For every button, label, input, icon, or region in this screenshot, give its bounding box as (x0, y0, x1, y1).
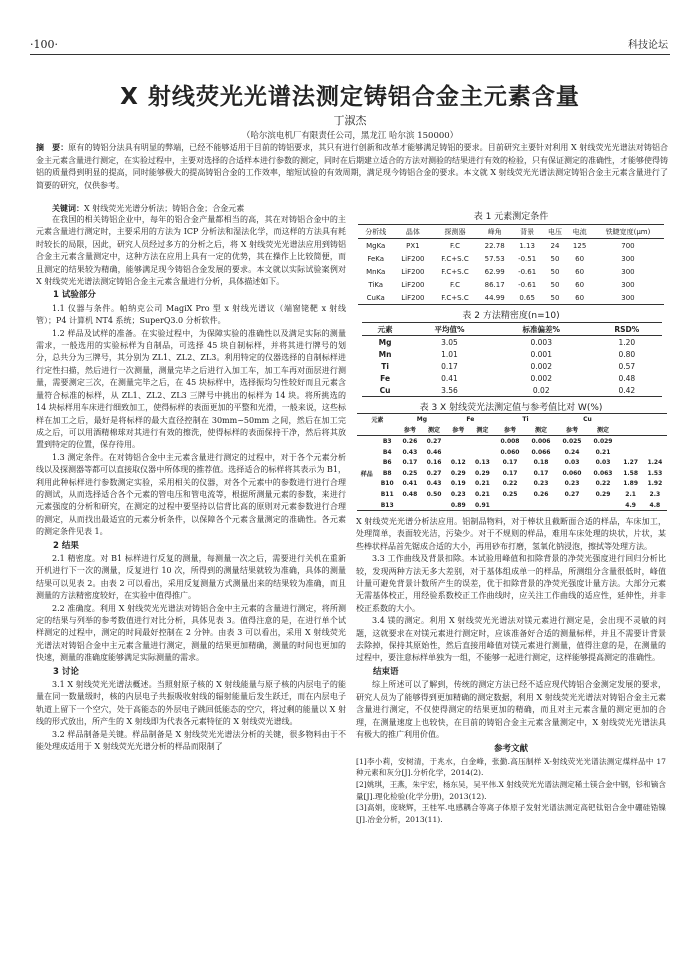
table-cell: 1.20 (618, 337, 636, 347)
keywords (52, 203, 244, 214)
table-header-row (362, 323, 662, 336)
table-cell: 0.002 (530, 361, 552, 371)
table-cell: 0.060 (562, 469, 582, 477)
table-cell: 0.03 (595, 459, 611, 467)
table-cell: 1.89 (623, 480, 638, 488)
table-cell: F.C (449, 241, 460, 250)
abstract-label: 摘 要： (36, 143, 69, 152)
table-cell: LiF200 (401, 267, 425, 276)
column-subheader: 参考 (565, 427, 578, 435)
table-cell: 0.91 (475, 501, 490, 509)
table-cell: 0.48 (618, 373, 636, 383)
table2-caption: 表 2 方法精密度(n=10) (462, 311, 560, 321)
table-cell (588, 500, 619, 511)
column-header: 电流 (572, 227, 587, 236)
column-subheader: 参考 (403, 427, 416, 435)
keywords-label: 关键词： (52, 204, 84, 213)
table-cell: 0.29 (595, 490, 611, 498)
column-header: 晶体 (405, 227, 420, 236)
table-cell: 0.43 (426, 480, 442, 488)
table-cell: Mn (378, 349, 392, 359)
table-cell: 0.27 (426, 437, 442, 445)
column-header: 峰角 (487, 227, 502, 236)
column-subheader (377, 425, 398, 436)
table-cell: LiF200 (401, 280, 425, 289)
table-cell: 60 (575, 267, 585, 276)
table-cell: 0.002 (530, 373, 552, 383)
table-cell: 1.24 (647, 459, 663, 467)
table-cell: 0.26 (533, 490, 549, 498)
table-cell: 0.50 (426, 490, 442, 498)
table-cell: 1.58 (623, 469, 638, 477)
table-cell (643, 436, 667, 447)
table-cell (446, 447, 470, 458)
table-cell: 1.53 (647, 469, 663, 477)
column-subheader (357, 425, 377, 436)
table-cell: 0.17 (502, 469, 518, 477)
table-header-row (358, 225, 664, 239)
table3 (357, 413, 667, 511)
table-cell: 0.27 (426, 469, 442, 477)
table-cell: 44.99 (484, 293, 505, 302)
table-cell: 0.42 (618, 385, 636, 395)
table-cell: 0.46 (426, 448, 442, 456)
table-cell: 0.17 (533, 469, 549, 477)
table-cell: 3.56 (441, 385, 458, 395)
table-cell: 0.65 (519, 293, 535, 302)
table-cell: 0.03 (564, 459, 580, 467)
table-cell: 0.008 (500, 437, 520, 445)
table-cell: 1.27 (623, 459, 638, 467)
table-cell: 1.13 (519, 241, 535, 250)
table-cell: B3 (382, 437, 392, 445)
conclusion-paragraph: 综上所述可以了解到，传统的测定方法已经不适应现代铸铝合金测定发展的要求，研究人员为了能够得到更加精确的测定数据，利用 X 射线荧光光谱法对铸铝合金主元素含量进行测定，不仅使得测定的结果更加的精确，而且对主元素含量的测定更加的合理，在测量速度上也较快，在目前的铸铝合金主元素含量测定中，X 射线荧光光谱法具有极大的推广利用价值。 (356, 680, 666, 739)
column-header: Fe (466, 415, 475, 423)
table-cell: CuKa (366, 293, 385, 302)
table-cell: -0.51 (518, 254, 537, 263)
table-cell: 0.23 (564, 480, 580, 488)
table-cell: 0.25 (502, 490, 518, 498)
table-cell: TiKa (368, 280, 384, 289)
column-header: 电压 (547, 227, 562, 236)
table-cell: 0.066 (531, 448, 551, 456)
references (356, 743, 666, 825)
table-cell (398, 500, 422, 511)
table-cell (495, 500, 526, 511)
column-subheader: 参考 (503, 427, 516, 435)
abstract (36, 142, 668, 192)
table-cell (446, 436, 470, 447)
table-cell: 0.41 (402, 480, 418, 488)
page-number: ·100· (30, 38, 58, 51)
table-cell: 0.063 (593, 469, 613, 477)
running-header (30, 36, 670, 55)
table-row (357, 457, 667, 468)
table-cell: 0.17 (441, 361, 458, 371)
table-cell: LiF200 (401, 254, 425, 263)
table-cell: 0.26 (402, 437, 418, 445)
table-row (357, 489, 667, 500)
column-subheader: 测定 (428, 427, 441, 435)
table-cell: 0.23 (450, 490, 466, 498)
table-row (358, 265, 664, 278)
section-heading: 2 结果 (53, 540, 79, 551)
table-cell (619, 447, 643, 458)
table-cell: B11 (380, 490, 394, 498)
table-cell (619, 436, 643, 447)
table-cell: 0.41 (441, 373, 458, 383)
table-cell: B4 (382, 448, 392, 456)
journal-name: 科技论坛 (628, 40, 668, 51)
table-cell: 0.22 (502, 480, 518, 488)
table-cell: 125 (572, 241, 587, 250)
table-cell: F.C (449, 280, 460, 289)
table-cell (643, 447, 667, 458)
table-cell: 0.21 (595, 448, 611, 456)
table-cell: 1.01 (441, 349, 458, 359)
table-cell: 0.23 (533, 480, 549, 488)
references-title: 参考文献 (493, 744, 528, 755)
table-row (362, 336, 662, 349)
table-cell: 4.9 (625, 501, 636, 509)
paper-title: X 射线荧光光谱法测定铸铝合金主元素含量 (120, 84, 580, 110)
column-header: 元素 (371, 416, 384, 424)
table-cell: -0.61 (518, 280, 537, 289)
column-header: 背景 (520, 227, 535, 236)
table-cell: 0.21 (475, 490, 490, 498)
table-cell (526, 500, 557, 511)
table-cell: Cu (379, 385, 391, 395)
table-cell: Ti (381, 361, 389, 371)
table-cell: B10 (380, 480, 394, 488)
table-row (362, 360, 662, 372)
table-cell: 0.21 (475, 480, 490, 488)
column-subheader: 测定 (596, 427, 609, 435)
column-subheader: 测定 (476, 427, 489, 435)
table-row (357, 468, 667, 479)
column-header: Cu (583, 415, 592, 423)
table-row (358, 239, 664, 253)
table-cell: 0.27 (564, 490, 580, 498)
table-cell: 0.025 (562, 437, 582, 445)
table-cell: PX1 (406, 241, 420, 250)
table-cell: 2.3 (649, 490, 661, 498)
table-cell: 0.006 (531, 437, 551, 445)
table-cell: 0.22 (595, 480, 611, 488)
column-header: 平均值% (434, 324, 465, 334)
table-cell: B13 (380, 501, 394, 509)
intro-paragraph: 在我国的相关铸铝企业中，每年的铝合金产量都相当的高，其在对铸铝合金中的主元素含量进行测定时，主要采用的方法为 ICP 分析法和湿法化学，而这样的方法具有耗时较长的局限，因此，研究人员经过多方的分析之后，将 X 射线荧光光谱法应用到铸铝合金主元素含量测定中，这种方法在应用上具有一定的优势，其在操作上比较简便，而且测定的结果较为精确，能够满足现今铸铝合金发展的要求。本文就以实际试验案例对 X 射线荧光光谱法测定铸铝合金主元素含量进行分析，具体描述如下。 (36, 215, 346, 287)
table-row (357, 500, 667, 511)
right-column (356, 516, 666, 825)
table-cell: 0.02 (532, 385, 550, 395)
table-row (358, 291, 664, 305)
table-cell: 0.80 (618, 349, 636, 359)
table-cell (470, 436, 494, 447)
table-cell: Fe (380, 373, 391, 383)
column-header: RSD% (614, 324, 640, 334)
table-cell: F.C+S.C (441, 267, 469, 276)
paragraph: 2.1 精密度。对 B1 标样进行反复的测量，每测量一次之后，需要进行关机在重新开机进行下一次的测量，反复进行 10 次，所得到的测量结果就较为准确，具体的测量结果可以见表 2。由表 2 可以看出，采用反复测量方式测量出来的结果较为准确，而且测量的方法精密度较好，在实验中值得推广。 (36, 553, 346, 601)
table-cell: 0.060 (500, 448, 520, 456)
table-cell: 300 (621, 293, 635, 302)
table-cell: B6 (382, 459, 392, 467)
paragraph: 3.1 X 射线荧光光谱法概述。当照射原子核的 X 射线能量与原子核的内层电子的能量在同一数量级时，核的内层电子共振吸收射线的辐射能量后发生跃迁，而在内层电子轨道上留下一个空穴，处于高能态的外层电子跳回低能态的空穴，将过剩的能量以 X 射线的形式放出，所产生的 X 射线即为代表各元素特征的 X 射线荧光谱线。 (36, 680, 346, 727)
table-cell (557, 500, 588, 511)
table-cell: 0.43 (402, 448, 418, 456)
table-cell: 60 (575, 254, 585, 263)
table2 (362, 322, 662, 397)
table-cell: 0.029 (593, 437, 613, 445)
table-cell: 0.48 (402, 490, 418, 498)
table-cell: 0.18 (533, 459, 549, 467)
table-cell: 0.12 (450, 459, 466, 467)
section-heading: 1 试验部分 (53, 290, 96, 301)
table-cell: -0.61 (518, 267, 537, 276)
left-column (36, 214, 346, 753)
table-cell (470, 447, 494, 458)
table-cell: 0.29 (475, 469, 490, 477)
table-row (357, 447, 667, 458)
paragraph: 3.3 工作曲线及背景扣除。本试验用峰值和扣除背景的净荧光强度进行回归分析比较，发现两种方法无多大差别，对于基体组成单一的样品，所测组分含量很低时，峰值计量可避免背景计数所产生的误差，优于扣除背景的净荧光强度计量方法。大部分元素无需基体校正，用经验系数校正工作曲线时，应关注工作曲线的适应性，延伸性，并非校正系数的大小。 (356, 554, 666, 613)
table-cell: 3.05 (441, 337, 458, 347)
paragraph: X 射线荧光光谱分析法应用。铝制品物料，对于棒状且截断面合适的样品，车床加工，处理简单，表面较光洁，污染少。对于不规则的样品，难用车床处理的块状，片状，某些棒状样品首先锯成合适的大小，再用砂布打磨，氢氧化钠浸泡，擦拭等处理方法。 (356, 517, 666, 551)
table-row (358, 278, 664, 291)
paragraph: 3.2 样品制备是关键。样品制备是 X 射线荧光光谱法分析的关键，很多物料由于不能处理成适用于 X 射线荧光光谱分析的样品而限制了 (36, 729, 346, 752)
table-cell: 62.99 (484, 267, 505, 276)
table-cell: 700 (621, 241, 635, 250)
table1-caption: 表 1 元素测定条件 (473, 212, 549, 222)
table-cell: F.C+S.C (441, 254, 469, 263)
paragraph: 3.4 镁的测定。利用 X 射线荧光光谱法对镁元素进行测定是，会出现不灵敏的问题，这就要求在对镁元素进行测定时，应该准备好合适的测量标样，并且不需要计背景去除掉，保持其原始性，然后直接用峰值对镁元素进行测量，值得注意的是，在测量的过程中，要注意标样单独为一组，不能够一起进行测定，这样能够提高测定的准确性。 (356, 616, 666, 663)
paragraph: 1.2 样品及试样的准备。在实验过程中，为保障实验的准确性以及满足实际的测量需求，一般选用的实验标样为自制品，可选择 45 块自制标样，并将其进行牌号的划分，总共分为三牌号，其分别为 ZL1、ZL2、ZL3。利用特定的仪器选择的自制标样进行定性扫描，然后进行一次测量，测量完毕之后进行入加工车，加工车再对面层进行测量，需要测定三次，在测量完毕之后，在 45 块标样中，选择振均匀性较好而且元素含量符合标准的标样，从 ZL1、ZL2、ZL3 三牌号中挑出的标样为 14 块。将所挑选的 14 块标样用车床进行细致加工，使得标样的表面更加的平整和光滑，一般来说，这些标样在加工之后，最好是将标样的最大直径控制在 30mm~50mm 之间，然后在加工完成之后，可以用酒精棉球对其进行有效的擦洗，使得标样的表面保持干净，然后将其放置到特定的位置，保存待用。 (36, 328, 346, 450)
table-cell: 50 (550, 293, 560, 302)
table-cell: 0.89 (450, 501, 466, 509)
table-cell: 50 (550, 280, 560, 289)
paragraph: 2.2 准确度。利用 X 射线荧光光谱法对铸铝合金中主元素的含量进行测定，将所测定的结果与列举的参考数值进行对比分析，具体见表 3。值得注意的是，在进行单个试样测定的过程中，测定的时间最好控制在 2 分钟。由表 3 可以看出，采用 X 射线荧光光谱法对铸铝合金中主元素含量进行测定，测量的结果更加精确，测量的时间也更加的快速，测量的准确度能够满足实际测量的需求。 (36, 603, 346, 663)
table-cell: 50 (550, 267, 560, 276)
keywords-text: X 射线荧光光谱分析法；铸铝合金；合金元素 (84, 204, 245, 213)
table-cell: 0.17 (402, 459, 418, 467)
table-cell: Mg (378, 337, 392, 347)
table-cell: 0.16 (426, 459, 442, 467)
abstract-text: 原有的铸铝分法具有明显的弊端，已经不能够适用于目前的铸铝要求，其只有进行创新和改革才能够满足铸铝的要求。目前研究主要针对利用 X 射线荧光光谱法对铸铝合金主元素含量进行测定，在实验过程中，主要对选择的合适样本进行参数的测定，同时在后期建立适合的方法对测验的结果进行有效的检验，只有保证测定的准确性，才能够使得铸铝的质量得到明显的提高，同时能够极大的提高铸铝合金的工作效率，缩短试验的有效周期，满足现今铸铝合金的要求。本文就 X 射线荧光光谱法测定铸铝合金主元素含量进行了简要的研究，仅供参考。 (36, 143, 669, 190)
affiliation: （哈尔滨电机厂有限责任公司，黑龙江 哈尔滨 150000） (241, 131, 459, 141)
table-row (362, 372, 662, 384)
column-header: 元素 (377, 324, 393, 334)
table-cell: FeKa (367, 254, 385, 263)
table-row (357, 436, 667, 447)
reference-item: [2]姚琪，王燕，朱宇宏，杨东吴，吴平伟.X 射线荧光光谱法测定稀土镁合金中钢，钐和镝含量[J].理化检验(化学分册)，2013(12). (356, 779, 666, 801)
table-cell: 22.78 (484, 241, 505, 250)
table-cell: 24 (550, 241, 560, 250)
table-cell: 0.001 (530, 349, 552, 359)
table-cell: MgKa (366, 241, 386, 250)
table-cell: MnKa (366, 267, 386, 276)
table-cell: 0.13 (475, 459, 490, 467)
table-cell: 300 (621, 280, 635, 289)
table-cell: 0.57 (618, 361, 636, 371)
column-header: 铁睫宽度(μm) (605, 227, 651, 236)
table-cell: 0.19 (450, 480, 466, 488)
table-row (357, 479, 667, 490)
section-heading: 3 讨论 (53, 666, 79, 677)
reference-item: [1]李小莉，安树清，于兆水，白金峰，张勤.高压制样 X-射线荧光光谱法测定煤样品中 17 种元素和灰分[J].分析化学，2014(2). (356, 756, 666, 778)
table-row (358, 252, 664, 265)
table-cell: 0.29 (450, 469, 466, 477)
paragraph: 1.3 测定条件。在对铸铝合金中主元素含量进行测定的过程中，对于各个元素分析线以及探测器等都可以直接取仪器中所体现的推荐值。选择适合的标样将其表示为 B1，利用此种标样进行参数测定实验，采用相关的仪器，对各个元素中的参数进行进行合理的测试，从而选择适合各个元素的管电压和管电流等，根据所测量元素的参数，来进行元素强度的分析和研究，在测定的过程中要坚持以信背比高的原则对元素参数进行合理的测定，从而找出最适宜的元素分析条件，以保障各个元素含量测定的准确性。各元素的测定条件见表 1。 (36, 452, 346, 537)
table1 (358, 224, 664, 305)
reference-item: [3]高娟，庞晓辉，王桂军.电感耦合等离子体原子发射光谱法测定高钯钛铝合金中硼硅锆镍[J].冶金分析，2013(11). (356, 803, 666, 824)
table-cell: 0.25 (402, 469, 418, 477)
table-cell: 50 (550, 254, 560, 263)
table-cell: F.C+S.C (441, 293, 469, 302)
table-group-header-row (357, 414, 667, 425)
table-cell: 4.8 (649, 501, 661, 509)
table-row (362, 348, 662, 360)
table-cell: 300 (621, 267, 635, 276)
author: 丁淑杰 (333, 114, 367, 127)
table-cell: 2.1 (625, 490, 636, 498)
table-cell: 0.24 (564, 448, 580, 456)
table-cell: 60 (575, 280, 585, 289)
column-subheader: 参考 (452, 427, 465, 435)
table-cell: 1.92 (647, 480, 663, 488)
table-cell: 300 (621, 254, 635, 263)
column-header: 分析线 (365, 227, 387, 236)
table-row (362, 384, 662, 397)
table3-caption: 表 3 X 射线荧光法测定值与参考值比对 W(%) (419, 403, 603, 413)
table-cell: B8 (382, 469, 392, 477)
table-cell: LiF200 (401, 293, 425, 302)
column-header: Mg (416, 415, 428, 423)
table-cell: 0.17 (502, 459, 518, 467)
paragraph: 1.1 仪器与条件。帕纳克公司 MagiX Pro 型 x 射线光谱议（端窗铑靶 x 射线管）；P4 计算机 NT4 系统；SuperQ3.0 分析软件。 (36, 303, 346, 326)
table-cell: 86.17 (484, 280, 505, 289)
conclusion-heading: 结束语 (373, 666, 399, 677)
row-group-label: 样品 (360, 470, 373, 478)
table-cell (422, 500, 446, 511)
column-header: 标准偏差% (522, 324, 560, 334)
column-header: Ti (522, 415, 529, 423)
table-cell: 60 (575, 293, 585, 302)
table-sub-header-row (357, 425, 667, 436)
table-cell: 0.003 (530, 337, 552, 347)
column-subheader: 测定 (534, 427, 547, 435)
column-header: 探测器 (444, 227, 466, 236)
table-cell: 57.53 (484, 254, 505, 263)
